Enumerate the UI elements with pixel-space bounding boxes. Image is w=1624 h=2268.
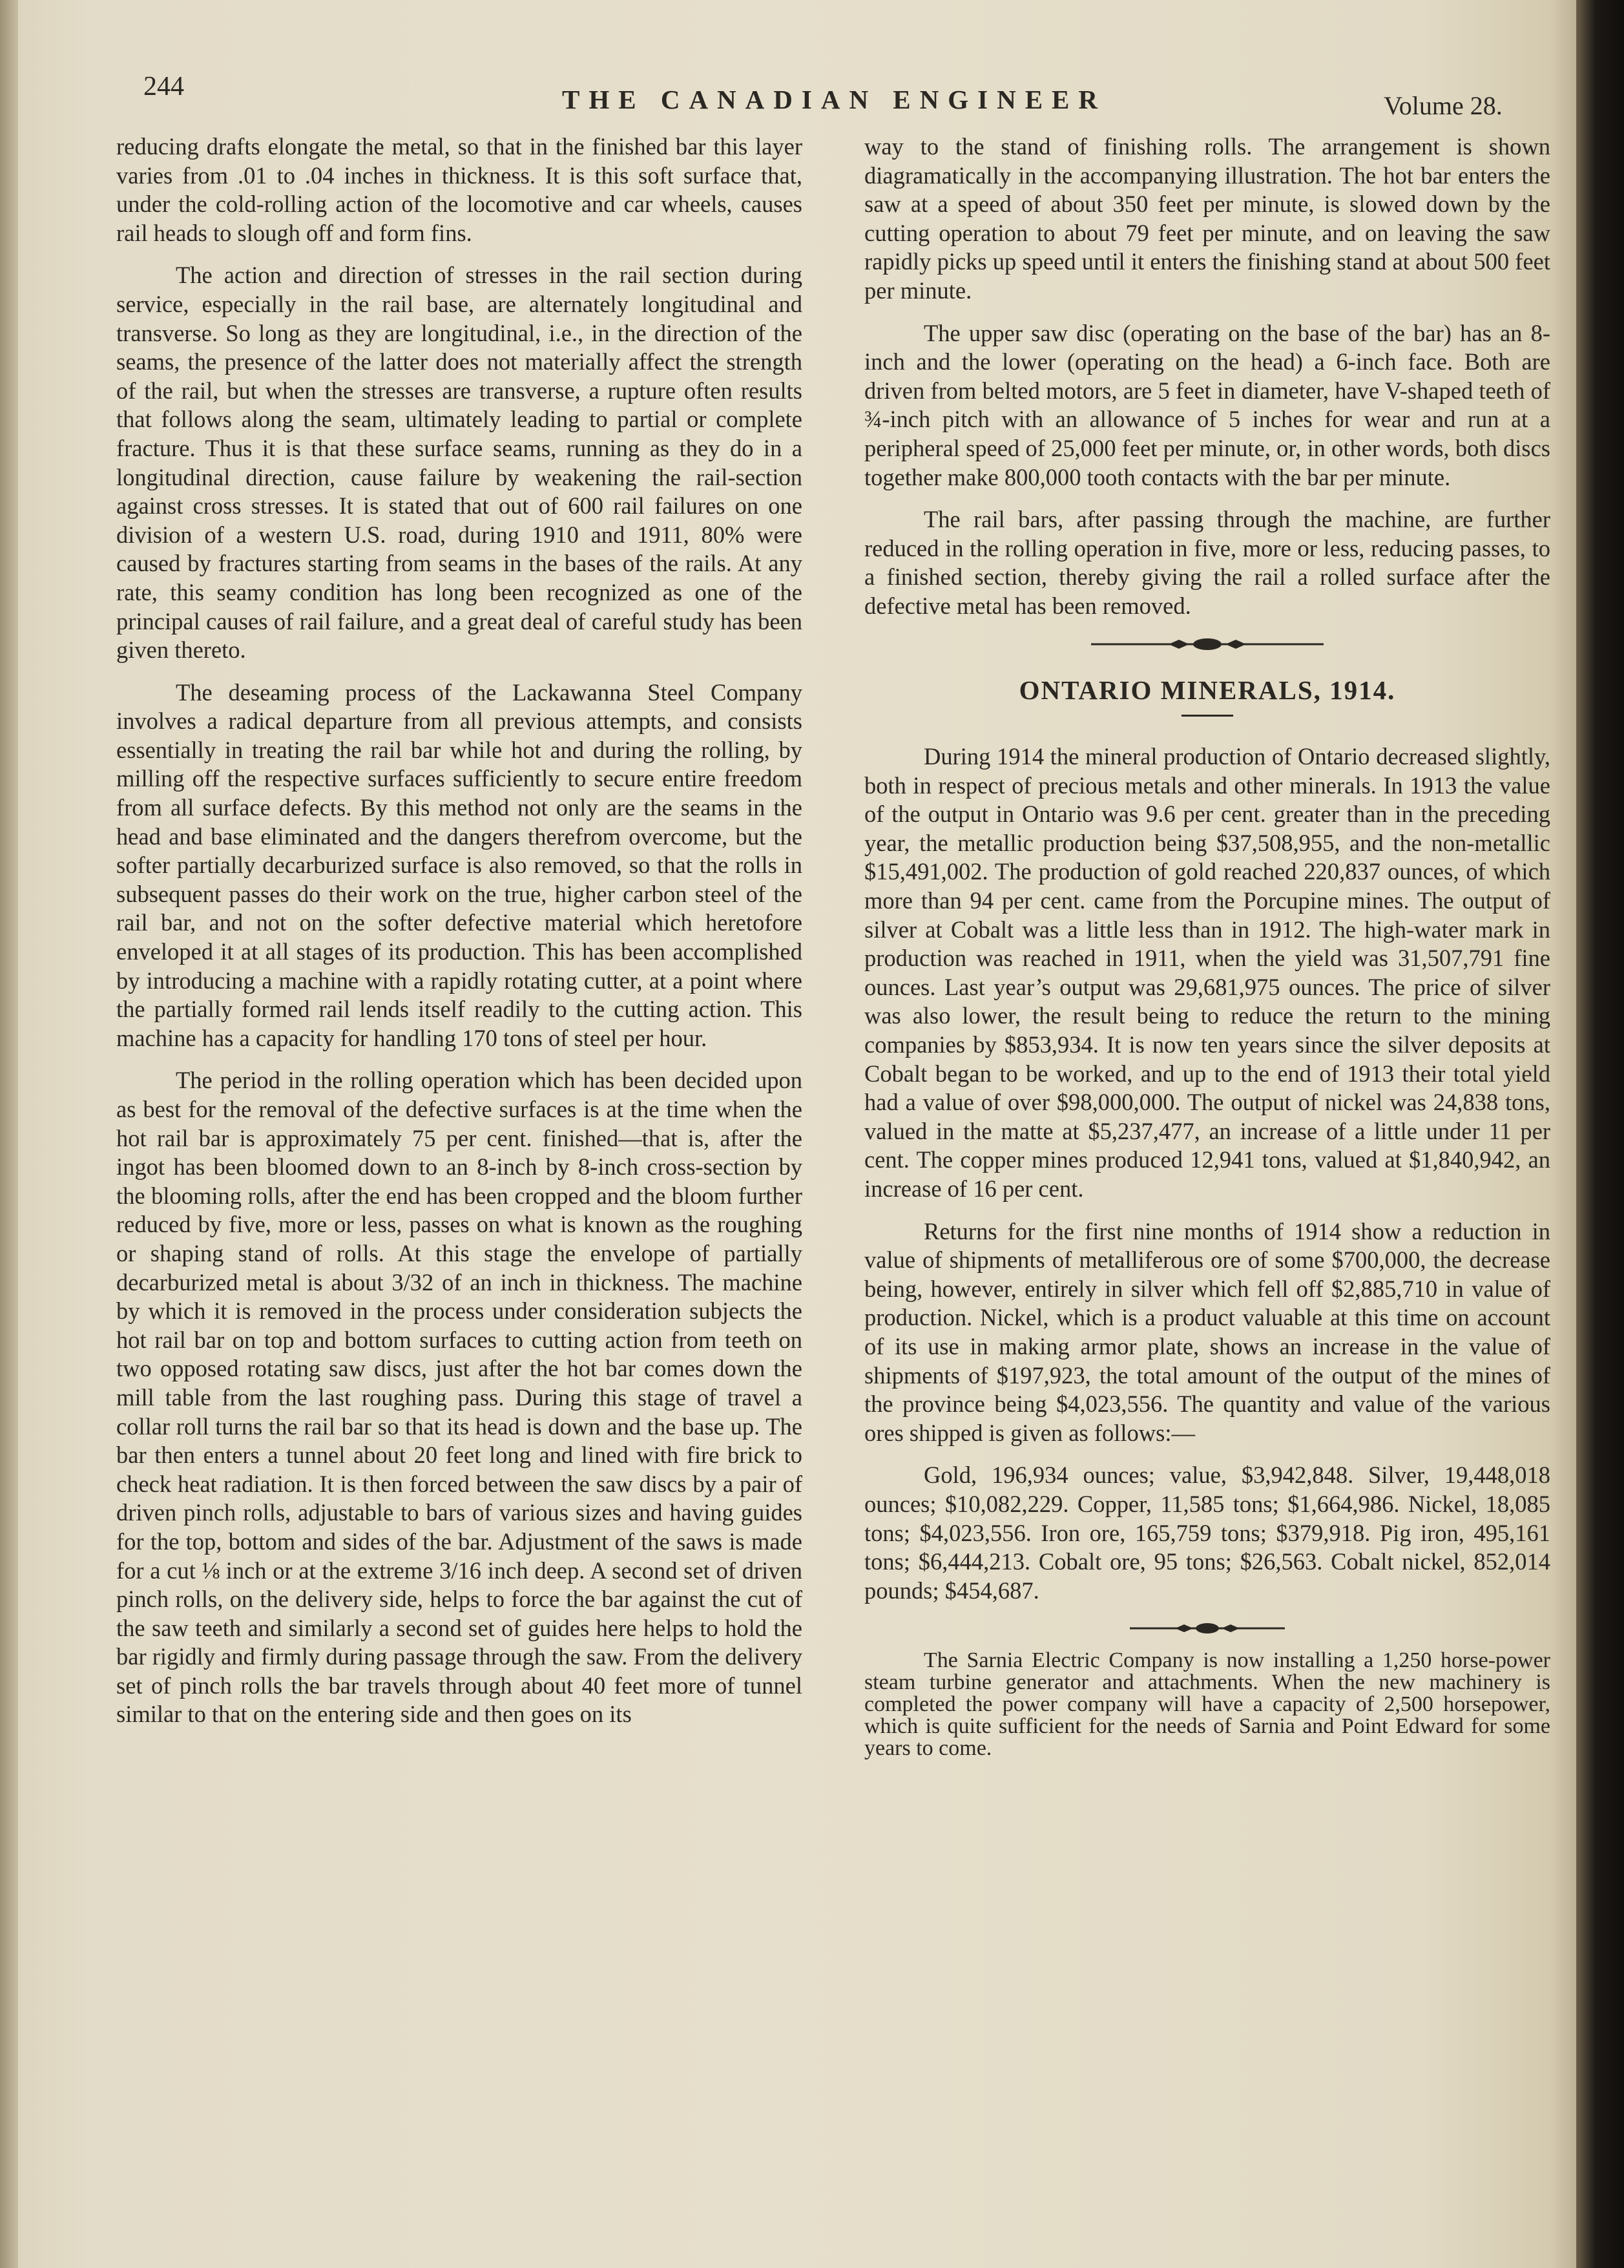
news-note: The Sarnia Electric Company is now installing a 1,250 horse-power steam turbine generator and attachments. When the new machinery is completed the power company will have a capacity of 2,500 horsepower, which is quite sufficient for the needs of Sarnia and Point Edward for some years to come. [864, 1648, 1550, 1761]
paragraph: The action and direction of stresses in the rail section during service, especially in the rail base, are alternately longitudinal and transverse. So long as they are longitudinal, i.e., in the direction of the seams, the presence of the latter does not materially affect the strength of the rail, but when the stresses are transverse, a rupture often results that follows along the seam, ultimately leading to partial or complete fracture. Thus it is that these surface seams, running as they do in a longitudinal direction, cause failure by weakening the rail-section against cross stresses. It is stated that out of 600 rail failures on one division of a western U.S. road, during 1910 and 1911, 80% were caused by fractures starting from seams in the bases of the rails. At any rate, this seamy condition has long been recognized as one of the principal causes of rail failure, and a great deal of careful study has been given thereto. [116, 262, 802, 664]
page-number: 244 [143, 72, 184, 101]
running-head [0, 71, 1576, 123]
section-heading: ONTARIO MINERALS, 1914. [1019, 675, 1396, 705]
paragraph: The upper saw disc (operating on the base of the bar) has an 8-inch and the lower (operating on the head) a 6-inch face. Both are driven from belted motors, are 5 feet in diameter, have V-shaped teeth of ¾-inch pitch with an allowance of 5 inches for wear and run at a peripheral speed of 25,000 feet per minute, or, in other words, both discs together make 800,000 tooth contacts with the bar per minute. [864, 319, 1550, 490]
volume-label: Volume 28. [1384, 91, 1503, 120]
paragraph: The rail bars, after passing through the machine, are further reduced in the rolling operation in five, more or less, reducing passes, to a finished section, thereby giving the rail a rolled surface after the defective metal has been removed. [864, 506, 1550, 619]
paragraph: Returns for the first nine months of 1914 show a reduction in value of shipments of metalliferous ore of some $700,000, the decrease being, however, entirely in silver which fell off $2,885,710 in value of production. Nickel, which is a product valuable at this time on account of its use in making armor plate, shows an increase in the value of shipments of $197,923, the total amount of the output of the mines of the province being $4,023,556. The quantity and value of the various ores shipped is given as follows:— [864, 1217, 1550, 1446]
heading-rule [1182, 715, 1233, 717]
paragraph: The deseaming process of the Lackawanna Steel Company involves a radical departure from all previous attempts, and consists essentially in treating the rail bar while hot and during the rolling, by milling off the respective surfaces sufficiently to secure entire freedom from all surface defects. By this method not only are the seams in the head and base eliminated and the dangers therefrom overcome, but the softer partially decarburized surface is also removed, so that the rolls in subsequent passes do their work on the true, higher carbon steel of the rail bar, and not on the softer defective material which heretofore enveloped it at all stages of its production. This has been accomplished by introducing a machine with a rapidly rotating cutter, at a point where the partially formed rail lends itself readily to the cutting action. This machine has a capacity for handling 170 tons of steel per hour. [116, 678, 802, 1051]
binding-shadow [0, 0, 18, 2268]
left-column [116, 132, 802, 1743]
paragraph: During 1914 the mineral production of Ontario decreased slightly, both in respect of precious metals and other minerals. In 1913 the value of the output in Ontario was 9.6 per cent. greater than in the preceding year, the metallic production being $37,508,955, and the non-metallic $15,491,002. The production of gold reached 220,837 ounces, of which more than 94 per cent. came from the Porcupine mines. The output of silver at Cobalt was a little less than in 1912. The high-water mark in production was reached in 1911, when the yield was 31,507,791 fine ounces. Last year’s output was 29,681,975 ounces. The price of silver was also lower, the result being to reduce the return to the mining companies by $853,934. It is now ten years since the silver deposits at Cobalt began to be worked, and up to the end of 1913 their total yield had a value of over $98,000,000. The output of nickel was 24,838 tons, valued in the matte at $5,237,477, an increase of a little under 11 per cent. The copper mines produced 12,941 tons, valued at $1,840,942, an increase of 16 per cent. [864, 743, 1550, 1202]
section-divider-ornament [864, 635, 1550, 654]
paragraph: Gold, 196,934 ounces; value, $3,942,848. Silver, 19,448,018 ounces; $10,082,229. Copper, 11,585 tons; $1,664,986. Nickel, 18,085 tons; $4,023,556. Iron ore, 165,759 tons; $379,918. Pig iron, 495,161 tons; $6,444,213. Cobalt ore, 95 tons; $26,563. Cobalt nickel, 852,014 pounds; $454,687. [864, 1462, 1550, 1604]
paragraph: reducing drafts elongate the metal, so that in the finished bar this layer varies from .01 to .04 inches in thickness. It is this soft surface that, under the cold-rolling action of the locomotive and car wheels, causes rail heads to slough off and form fins. [116, 133, 802, 246]
paragraph: way to the stand of finishing rolls. The arrangement is shown diagramatically in the accompanying illustration. The hot bar enters the saw at a speed of about 350 feet per minute, is slowed down by the cutting operation to about 79 feet per minute, and on leaving the saw rapidly picks up speed until it enters the finishing stand at about 500 feet per minute. [864, 133, 1550, 304]
journal-title: THE CANADIAN ENGINEER [562, 85, 1107, 114]
paragraph: The period in the rolling operation which has been decided upon as best for the removal of the defective surfaces is at the time when the hot rail bar is approximately 75 per cent. finished—that is, after the ingot has been bloomed down to an 8-inch by 8-inch cross-section by the blooming rolls, after the end has been cropped and the bloom further reduced by five, more or less, passes on what is known as the roughing or shaping stand of rolls. At this stage the envelope of partially decarburized metal is about 3/32 of an inch in thickness. The machine by which it is removed in the process under consideration subjects the hot rail bar on top and bottom surfaces to cutting action from teeth on two opposed rotating saw discs, just after the hot bar comes down the mill table from the last roughing pass. During this stage of travel a collar roll turns the rail bar so that its head is down and the base up. The bar then enters a tunnel about 20 feet long and lined with fire brick to check heat radiation. It is then forced between the saw discs by a pair of driven pinch rolls, adjustable to bars of various sizes and having guides for the top, bottom and sides of the bar. Adjustment of the saws is made for a cut ⅛ inch or at the extreme 3/16 inch deep. A second set of driven pinch rolls, on the delivery side, helps to force the bar against the cut of the saw teeth and similarly a second set of guides here helps to hold the bar rigidly and firmly during passage through the saw. From the delivery set of pinch rolls the bar travels through about 40 feet more of tunnel similar to that on the entering side and then goes on its [116, 1067, 802, 1728]
page-edge [1576, 0, 1624, 2268]
right-column [864, 132, 1550, 1773]
section-divider-ornament [864, 1619, 1550, 1638]
